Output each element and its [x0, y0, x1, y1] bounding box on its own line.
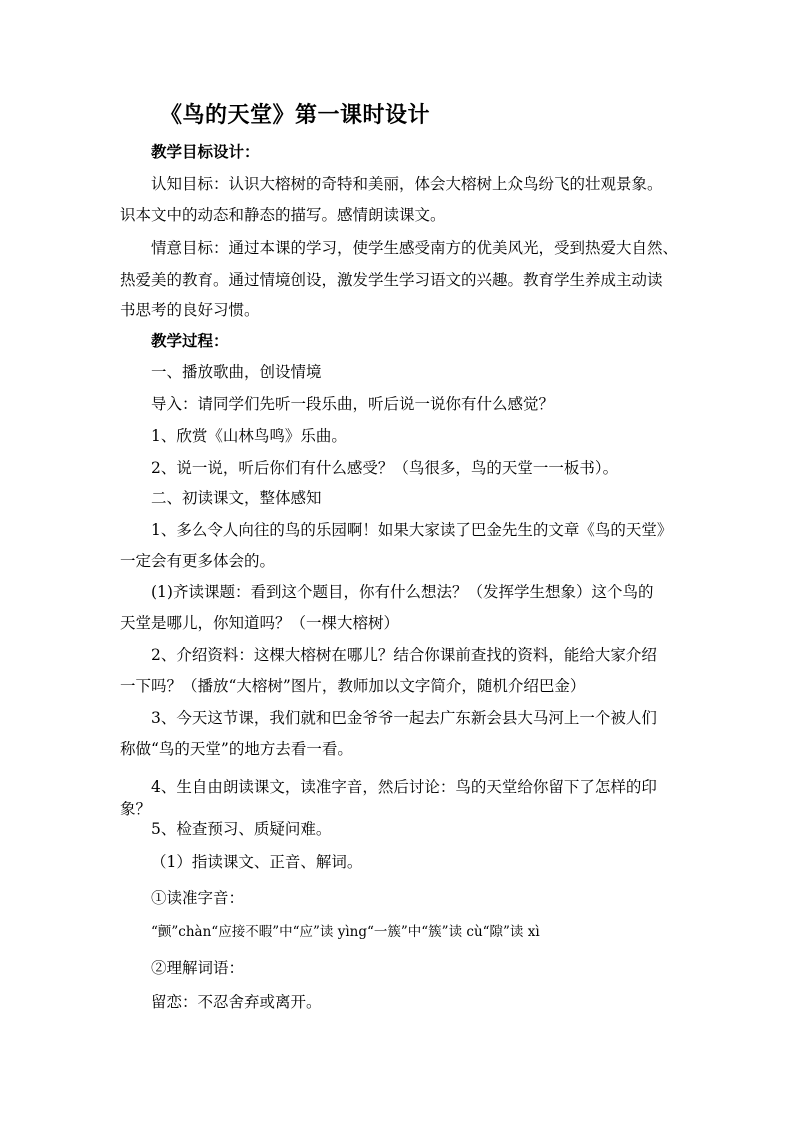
paragraph-line: 二、初读课文，整体感知: [151, 489, 322, 507]
pronunciation-line: “颤”chàn“应接不暇”中“应”读 yìng“一簇”中“簇”读 cù“隙”读 xì: [151, 924, 540, 940]
paragraph-line: 2、介绍资料：这棵大榕树在哪儿？结合你课前查找的资料，能给大家介绍: [151, 646, 657, 664]
paragraph-line: 称做“鸟的天堂”的地方去看一看。: [120, 740, 353, 758]
paragraph-line: 书思考的良好习惯。: [120, 301, 260, 319]
paragraph-line: 一、播放歌曲，创设情境: [151, 363, 322, 381]
paragraph-line: 2、说一说，听后你们有什么感受？（鸟很多，鸟的天堂一一板书）。: [151, 459, 619, 477]
paragraph-line: 5、检查预习、质疑问难。: [151, 820, 332, 838]
section-heading-goals: 教学目标设计：: [151, 142, 260, 161]
paragraph-line: 导入：请同学们先听一段乐曲，听后说一说你有什么感觉？: [151, 395, 555, 413]
paragraph-line: 1、欣赏《山林鸟鸣》乐曲。: [151, 427, 347, 445]
paragraph-line: 3、今天这节课，我们就和巴金爷爷一起去广东新会县大马河上一个被人们: [151, 709, 657, 727]
paragraph-line: 热爱美的教育。通过情境创设，激发学生学习语文的兴趣。教育学生养成主动读: [120, 271, 663, 289]
paragraph-line: ②理解词语：: [151, 959, 245, 977]
paragraph-line: 识本文中的动态和静态的描写。感情朗读课文。: [120, 206, 446, 224]
paragraph-line: (1)齐读课题：看到这个题目，你有什么想法？（发挥学生想象）这个鸟的: [151, 583, 654, 601]
paragraph-line: 象？: [120, 800, 152, 818]
section-heading-process: 教学过程：: [151, 331, 229, 350]
paragraph-line: 认知目标：认识大榕树的奇特和美丽，体会大榕树上众鸟纷飞的壮观景象。: [151, 175, 663, 193]
paragraph-line: 4、生自由朗读课文，读准字音，然后讨论：鸟的天堂给你留下了怎样的印: [151, 778, 657, 796]
paragraph-line: 情意目标：通过本课的学习，使学生感受南方的优美风光，受到热爱大自然、: [151, 239, 679, 257]
document-title: 《鸟的天堂》第一课时设计: [160, 102, 431, 128]
paragraph-line: ①读准字音：: [151, 889, 245, 907]
paragraph-line: 留恋：不忍舍弃或离开。: [151, 993, 322, 1011]
paragraph-line: 1、多么令人向往的鸟的乐园啊！如果大家读了巴金先生的文章《鸟的天堂》: [151, 521, 673, 539]
paragraph-line: （1）指读课文、正音、解词。: [151, 853, 363, 871]
paragraph-line: 天堂是哪儿，你知道吗？（一棵大榕树）: [120, 614, 400, 632]
paragraph-line: 一下吗？（播放“大榕树”图片，教师加以文字简介，随机介绍巴金）: [120, 677, 586, 695]
paragraph-line: 一定会有更多体会的。: [120, 552, 276, 570]
